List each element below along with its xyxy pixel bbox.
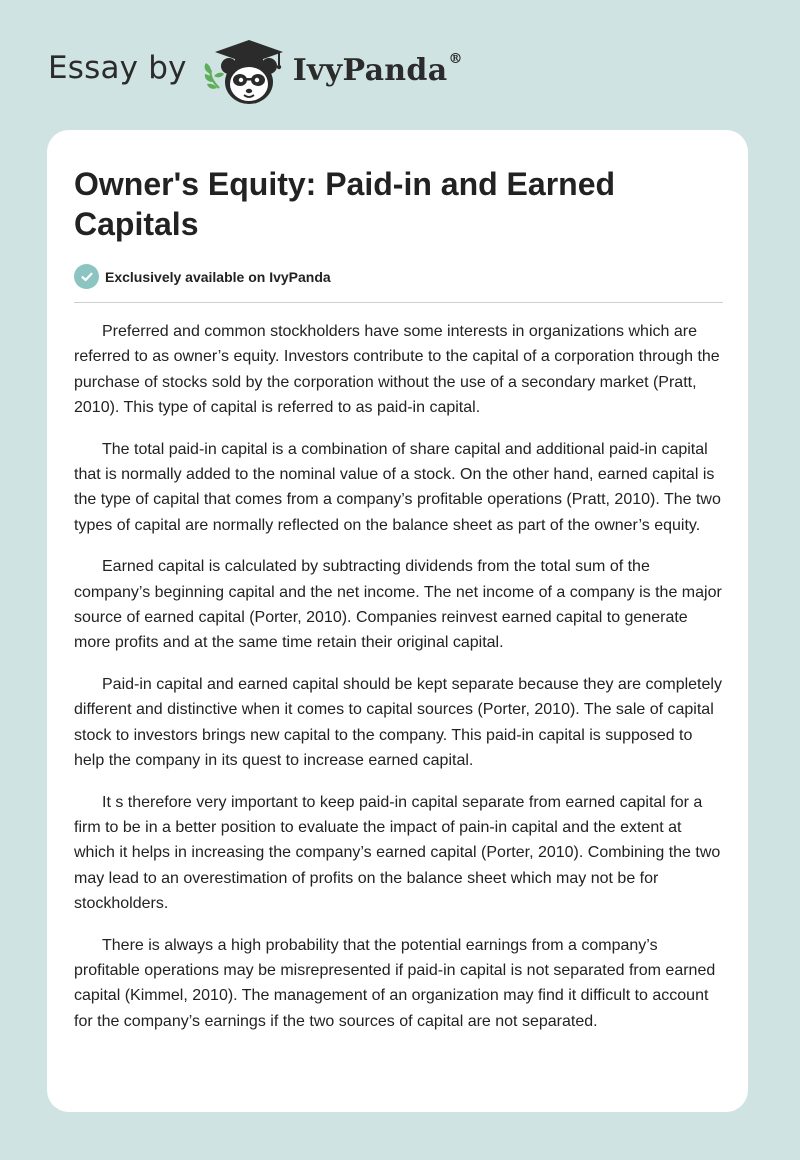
check-circle-icon — [74, 264, 99, 289]
exclusive-label: Exclusively available on IvyPanda — [105, 268, 331, 285]
exclusive-badge — [74, 264, 331, 289]
panda-graduate-logo-icon[interactable] — [199, 30, 291, 110]
essay-by-label: Essay by — [48, 50, 187, 86]
paragraph: Paid-in capital and earned capital should be kept separate because they are completely different and distinctive when it comes to capital sources (Porter, 2010). The sale of capital stock to investors brings new capital to the company. This paid-in capital is supposed to help the company in its quest to increase earned capital. — [74, 675, 722, 770]
paragraph: There is always a high probability that the potential earnings from a company’s profitable operations may be misrepresented if paid-in capital is not separated from earned capital (Kimmel, 2010). The management of an organization may find it difficult to account for the company’s earnings if the two sources of capital are not separated. — [74, 936, 716, 1030]
paragraph: Earned capital is calculated by subtracting dividends from the total sum of the company’s beginning capital and the net income. The net income of a company is the major source of earned capital (Porter, 2010). Companies reinvest earned capital to generate more profits and at the same time retain their original capital. — [74, 558, 722, 652]
essay-title: Owner's Equity: Paid-in and Earned Capitals — [74, 166, 616, 242]
brand-name[interactable] — [292, 50, 463, 88]
paragraph: It s therefore very important to keep paid-in capital separate from earned capital for a firm to be in a better position to evaluate the impact of pain-in capital and the extent at which it helps in increasing the company’s earned capital (Porter, 2010). Combining the two may lead to an overestimation of profits on the balance sheet which may not be for stockholders. — [74, 793, 721, 913]
essay-body — [74, 319, 724, 1050]
site-header — [48, 30, 463, 110]
essay-card — [47, 130, 748, 1112]
brand-text: IvyPanda — [292, 52, 448, 88]
divider — [74, 302, 723, 303]
registered-mark: ® — [448, 50, 463, 67]
paragraph: Preferred and common stockholders have some interests in organizations which are referred to as owner’s equity. Investors contribute to the capital of a corporation through the purchase of stocks sold by the corporation without the use of a secondary market (Pratt, 2010). This type of capital is referred to as paid-in capital. — [74, 323, 720, 417]
paragraph: The total paid-in capital is a combination of share capital and additional paid-in capital that is normally added to the nominal value of a stock. On the other hand, earned capital is the type of capital that comes from a company’s profitable operations (Pratt, 2010). The two types of capital are normally reflected on the balance sheet as part of the owner’s equity. — [74, 440, 721, 534]
